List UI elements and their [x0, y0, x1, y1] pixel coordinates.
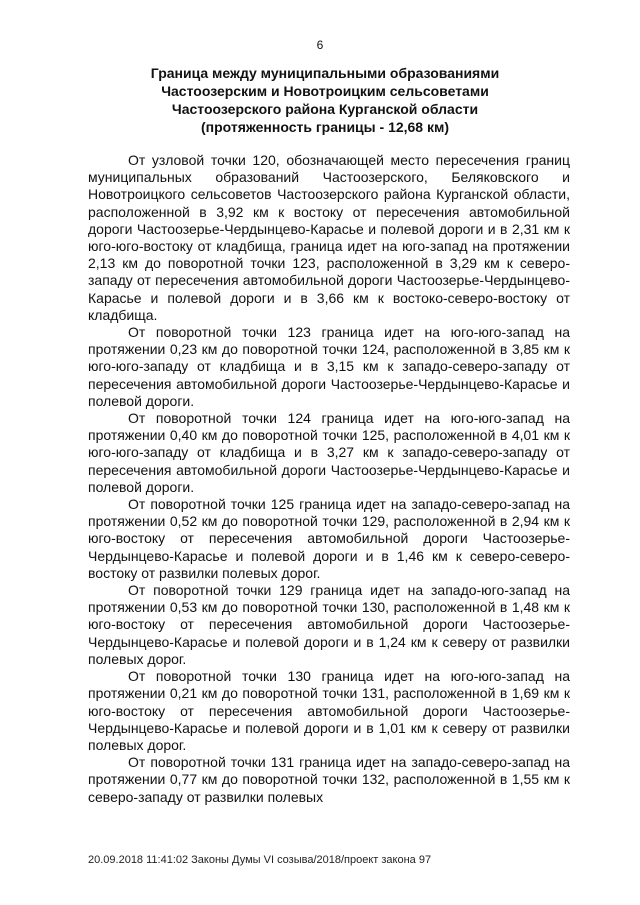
paragraph: От поворотной точки 130 граница идет на юго-юго-запад на протяжении 0,21 км до поворотной точки 131, расположенной в 1,69 км к юго-востоку от пересечения автомобильной дороги Частоозерье-Чердынцево-Карасье и полевой дороги и в 1,01 км к северу от развилки полевых дорог.	[88, 668, 570, 753]
paragraph: От поворотной точки 125 граница идет на западо-северо-запад на протяжении 0,52 км до поворотной точки 129, расположенной в 2,94 км к юго-востоку от пересечения автомобильной дороги Частоозерье-Чердынцево-Карасье и полевой дороги и в 1,46 км к северо-северо-востоку от развилки полевых дорог.	[88, 496, 570, 581]
document-footer: 20.09.2018 11:41:02 Законы Думы VI созыва/2018/проект закона 97	[88, 854, 432, 866]
title-line: (протяженность границы - 12,68 км)	[200, 119, 450, 135]
page-number: 6	[316, 38, 324, 52]
title-line: Частоозерского района Курганской области	[171, 101, 479, 117]
paragraph: От поворотной точки 123 граница идет на юго-юго-запад на протяжении 0,23 км до поворотной точки 124, расположенной в 3,85 км к юго-юго-западу от кладбища и в 3,15 км к западо-северо-западу от пересечения автомобильной дороги Частоозерье-Чердынцево-Карасье и полевой дороги.	[88, 324, 570, 409]
paragraph: От поворотной точки 124 граница идет на юго-юго-запад на протяжении 0,40 км до поворотной точки 125, расположенной в 4,01 км к юго-юго-западу от кладбища и в 3,27 км к западо-северо-западу от пересечения автомобильной дороги Частоозерье-Чердынцево-Карасье и полевой дороги.	[88, 410, 570, 495]
title-line: Частоозерским и Новотроицким сельсоветами	[161, 83, 489, 99]
paragraph: От поворотной точки 131 граница идет на западо-северо-запад на протяжении 0,77 км до поворотной точки 132, расположенной в 1,55 км к северо-западу от развилки полевых	[88, 754, 570, 805]
document-body	[88, 152, 570, 806]
paragraph: От поворотной точки 129 граница идет на западо-юго-запад на протяжении 0,53 км до поворотной точки 130, расположенной в 1,48 км к юго-востоку от пересечения автомобильной дороги Частоозерье-Чердынцево-Карасье и полевой дороги и в 1,24 км к северу от развилки полевых дорог.	[88, 582, 570, 667]
title-line: Граница между муниципальными образованиями	[150, 65, 500, 81]
document-title	[80, 64, 570, 136]
paragraph: От узловой точки 120, обозначающей место пересечения границ муниципальных образований Частоозерского, Беляковского и Новотроицкого сельсоветов Частоозерского района Курганской области, расположенной в 3,92 км к востоку от пересечения автомобильной дороги Частоозерье-Чердынцево-Карасье и полевой дороги и в 2,31 км к юго-юго-востоку от кладбища, граница идет на юго-запад на протяжении 2,13 км до поворотной точки 123, расположенной в 3,29 км к северо-западу от пересечения автомобильной дороги Частоозерье-Чердынцево-Карасье и полевой дороги и в 3,66 км к востоко-северо-востоку от кладбища.	[88, 152, 570, 323]
